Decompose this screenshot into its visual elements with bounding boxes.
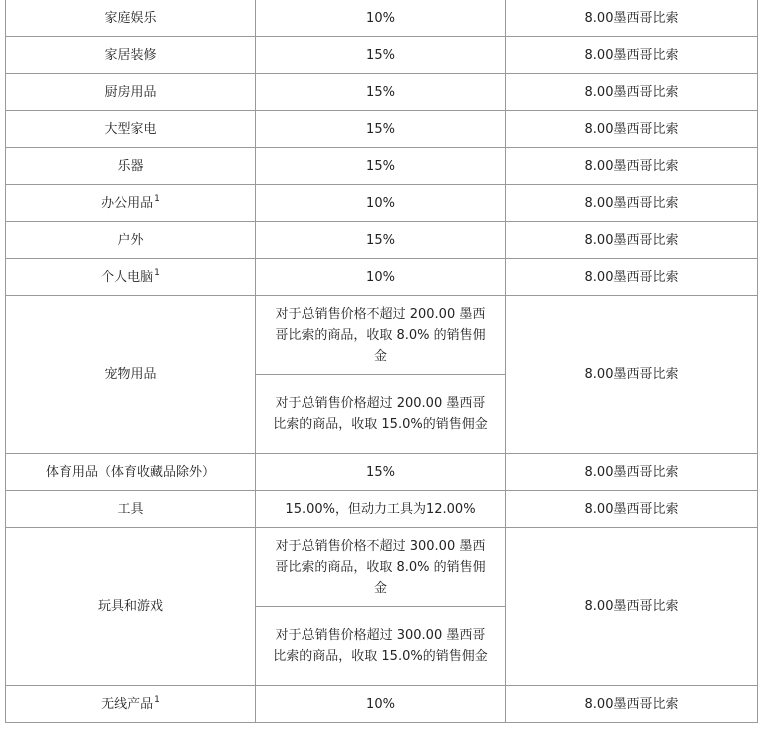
table-row xyxy=(6,111,758,148)
category-cell: 厨房用品 xyxy=(6,74,256,111)
min-fee-cell: 8.00墨西哥比索 xyxy=(506,148,758,185)
table-row xyxy=(6,185,758,222)
category-cell: 宠物用品 xyxy=(6,296,256,454)
rate-cell: 15% xyxy=(256,74,506,111)
rate-cell: 10% xyxy=(256,259,506,296)
table-row xyxy=(6,37,758,74)
table-row xyxy=(6,491,758,528)
table-row xyxy=(6,528,758,607)
category-cell: 乐器 xyxy=(6,148,256,185)
category-cell: 玩具和游戏 xyxy=(6,528,256,686)
rate-cell: 对于总销售价格超过 200.00 墨西哥比索的商品，收取 15.0%的销售佣金 xyxy=(256,375,506,454)
table-row xyxy=(6,0,758,37)
category-cell: 大型家电 xyxy=(6,111,256,148)
rate-cell: 15% xyxy=(256,37,506,74)
category-cell: 无线产品$^1$ xyxy=(6,686,256,723)
min-fee-cell: 8.00墨西哥比索 xyxy=(506,185,758,222)
rate-cell: 15% xyxy=(256,222,506,259)
rate-cell: 对于总销售价格不超过 300.00 墨西哥比索的商品，收取 8.0% 的销售佣金 xyxy=(256,528,506,607)
min-fee-cell: 8.00墨西哥比索 xyxy=(506,74,758,111)
table-row xyxy=(6,259,758,296)
min-fee-cell: 8.00墨西哥比索 xyxy=(506,222,758,259)
min-fee-cell: 8.00墨西哥比索 xyxy=(506,686,758,723)
rate-cell: 10% xyxy=(256,0,506,37)
table-row xyxy=(6,686,758,723)
min-fee-cell: 8.00墨西哥比索 xyxy=(506,296,758,454)
category-cell: 工具 xyxy=(6,491,256,528)
rate-cell: 15% xyxy=(256,454,506,491)
min-fee-cell: 8.00墨西哥比索 xyxy=(506,0,758,37)
category-cell: 个人电脑$^1$ xyxy=(6,259,256,296)
footnote-marker: 1 xyxy=(154,267,160,278)
category-cell: 户外 xyxy=(6,222,256,259)
rate-cell: 15% xyxy=(256,111,506,148)
min-fee-cell: 8.00墨西哥比索 xyxy=(506,111,758,148)
min-fee-cell: 8.00墨西哥比索 xyxy=(506,491,758,528)
table-row xyxy=(6,222,758,259)
rate-cell: 15.00%，但动力工具为12.00% xyxy=(256,491,506,528)
min-fee-cell: 8.00墨西哥比索 xyxy=(506,528,758,686)
footnote-marker: 1 xyxy=(154,193,160,204)
min-fee-cell: 8.00墨西哥比索 xyxy=(506,259,758,296)
category-cell: 家庭娱乐 xyxy=(6,0,256,37)
category-cell: 办公用品$^1$ xyxy=(6,185,256,222)
rate-cell: 对于总销售价格超过 300.00 墨西哥比索的商品，收取 15.0%的销售佣金 xyxy=(256,607,506,686)
category-cell: 家居装修 xyxy=(6,37,256,74)
rate-cell: 15% xyxy=(256,148,506,185)
table-row xyxy=(6,296,758,375)
category-cell: 体育用品（体育收藏品除外） xyxy=(6,454,256,491)
table-row xyxy=(6,148,758,185)
rate-cell: 对于总销售价格不超过 200.00 墨西哥比索的商品，收取 8.0% 的销售佣金 xyxy=(256,296,506,375)
min-fee-cell: 8.00墨西哥比索 xyxy=(506,454,758,491)
referral-fee-table xyxy=(5,0,758,723)
table-row xyxy=(6,454,758,491)
rate-cell: 10% xyxy=(256,185,506,222)
table-row xyxy=(6,74,758,111)
rate-cell: 10% xyxy=(256,686,506,723)
footnote-marker: 1 xyxy=(154,694,160,705)
min-fee-cell: 8.00墨西哥比索 xyxy=(506,37,758,74)
